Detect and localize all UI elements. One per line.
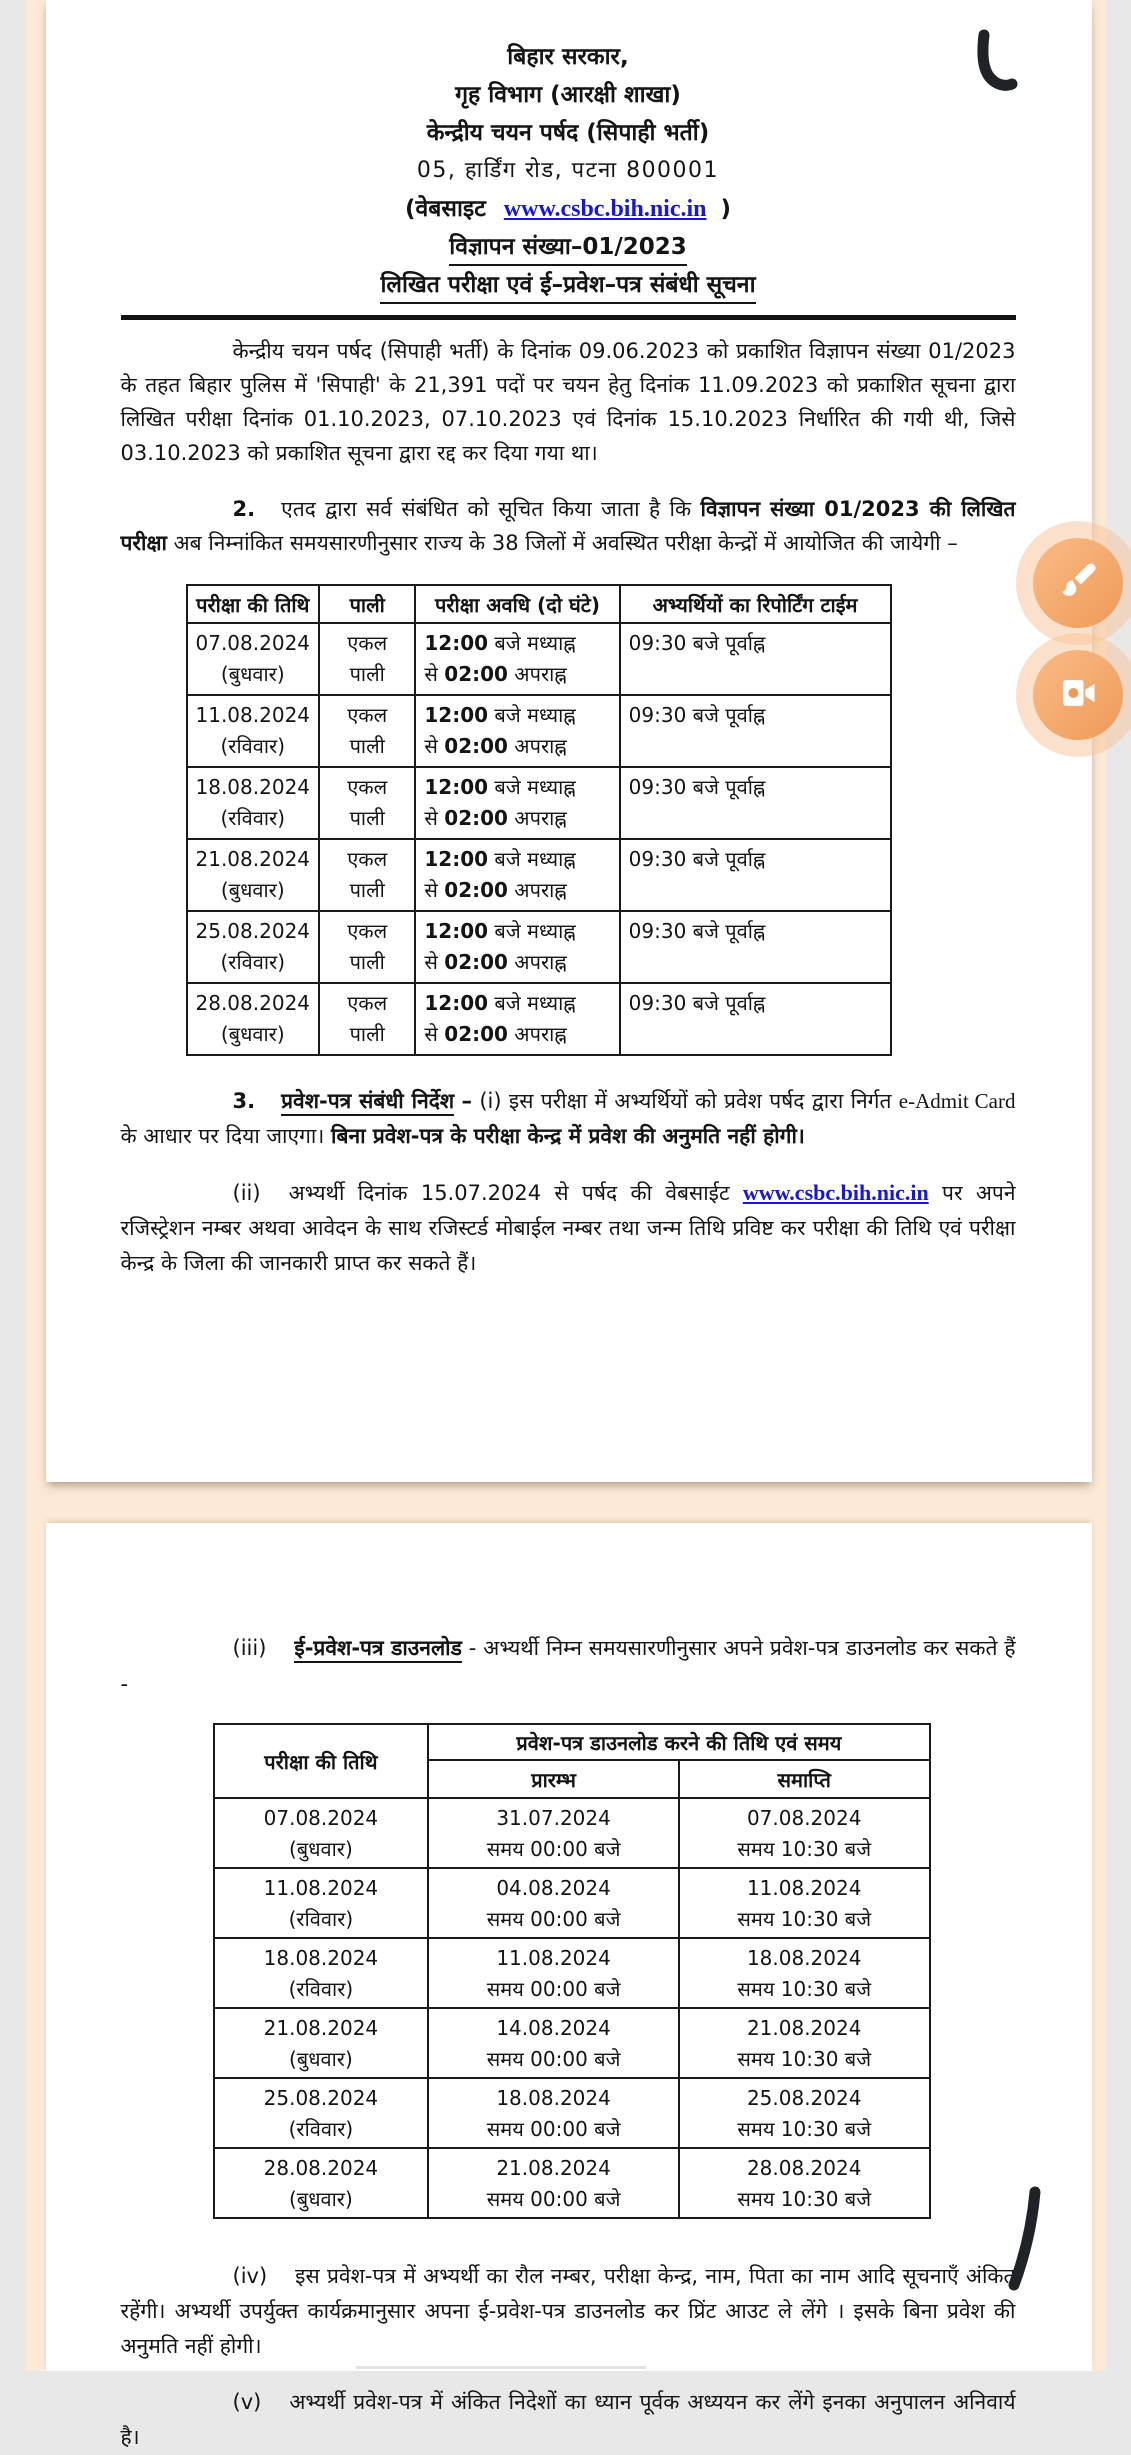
exam-date-cell: 21.08.2024 (बुधवार) <box>187 839 320 911</box>
download-end-cell: 18.08.2024 समय 10:30 बजे <box>679 1938 930 2008</box>
section-3-body-post: के आधार पर दिया जाएगा। <box>121 1124 325 1148</box>
section-ii-number: (ii) <box>233 1181 261 1205</box>
section-iv-number: (iv) <box>233 2264 268 2288</box>
exam-shift-cell: एकल पाली <box>319 911 415 983</box>
exam-table-row <box>187 767 891 839</box>
download-table-row <box>214 1868 930 1938</box>
download-table-row <box>214 2148 930 2218</box>
government-line: बिहार सरकार, <box>121 38 1016 76</box>
download-col-start-header: प्रारम्भ <box>428 1760 679 1798</box>
exam-duration-cell: 12:00 बजे मध्याह्न से 02:00 अपराह्न <box>415 623 619 695</box>
video-camera-icon <box>1056 671 1100 719</box>
exam-shift-cell: एकल पाली <box>319 983 415 1055</box>
download-table-row <box>214 2078 930 2148</box>
pen-stroke-top-right <box>964 18 1030 102</box>
document-viewer <box>26 0 1106 2371</box>
download-start-cell: 04.08.2024 समय 00:00 बजे <box>428 1868 679 1938</box>
record-video-button[interactable] <box>1033 650 1123 740</box>
exam-table-row <box>187 839 891 911</box>
paragraph-2-lead: एतद द्वारा सर्व संबंधित को सूचित किया जाता है कि <box>281 497 691 521</box>
download-end-cell: 11.08.2024 समय 10:30 बजे <box>679 1868 930 1938</box>
download-end-cell: 25.08.2024 समय 10:30 बजे <box>679 2078 930 2148</box>
header-divider-rule <box>121 315 1016 320</box>
website-line <box>121 190 1016 228</box>
section-iv-text: इस प्रवेश-पत्र में अभ्यर्थी का रौल नम्बर, परीक्षा केन्द्र, नाम, पिता का नाम आदि सूचनाएँ अंकित रहेंगी। अभ्यर्थी उपर्युक्त कार्यक्रमानुसार अपना ई-प्रवेश-पत्र डाउनलोड कर प्रिंट आउट ले लेंगे । इसके बिना प्रवेश की अनुमति नहीं होगी। <box>121 2264 1016 2358</box>
section-3 <box>121 1084 1016 1154</box>
exam-reporting-cell: 09:30 बजे पूर्वाह्न <box>620 983 891 1055</box>
exam-shift-cell: एकल पाली <box>319 839 415 911</box>
exam-reporting-cell: 09:30 बजे पूर्वाह्न <box>620 839 891 911</box>
download-col-date-header: परीक्षा की तिथि <box>214 1724 429 1798</box>
department-line: गृह विभाग (आरक्षी शाखा) <box>121 76 1016 114</box>
annotate-paint-button[interactable] <box>1033 538 1123 628</box>
exam-col-duration-header: परीक्षा अवधि (दो घंटे) <box>415 585 619 623</box>
exam-col-reporting-header: अभ्यर्थियों का रिपोर्टिंग टाईम <box>620 585 891 623</box>
exam-reporting-cell: 09:30 बजे पूर्वाह्न <box>620 695 891 767</box>
exam-duration-cell: 12:00 बजे मध्याह्न से 02:00 अपराह्न <box>415 839 619 911</box>
section-ii-post: पर अपने रजिस्ट्रेशन नम्बर अथवा आवेदन के साथ रजिस्टर्ड मोबाईल नम्बर तथा जन्म तिथि प्रविष्ट कर परीक्षा की तिथि एवं परीक्षा केन्द्र के जिला की जानकारी प्राप्त कर सकते हैं। <box>121 1181 1016 1275</box>
section-v-text: अभ्यर्थी प्रवेश-पत्र में अंकित निदेशों का ध्यान पूर्वक अध्ययन कर लेंगे इनका अनुपालन अनिवार्य है। <box>121 2390 1016 2449</box>
section-3-latin: e-Admit Card <box>899 1089 1016 1113</box>
download-end-cell: 21.08.2024 समय 10:30 बजे <box>679 2008 930 2078</box>
section-3-number: 3. <box>233 1089 256 1113</box>
document-header <box>121 0 1016 304</box>
download-start-cell: 18.08.2024 समय 00:00 बजे <box>428 2078 679 2148</box>
download-exam-date-cell: 18.08.2024 (रविवार) <box>214 1938 429 2008</box>
board-line: केन्द्रीय चयन पर्षद (सिपाही भर्ती) <box>121 114 1016 152</box>
download-start-cell: 11.08.2024 समय 00:00 बजे <box>428 1938 679 2008</box>
exam-col-shift-header: पाली <box>319 585 415 623</box>
download-end-cell: 28.08.2024 समय 10:30 बजे <box>679 2148 930 2218</box>
exam-table-row <box>187 911 891 983</box>
download-end-cell: 07.08.2024 समय 10:30 बजे <box>679 1798 930 1868</box>
exam-duration-cell: 12:00 बजे मध्याह्न से 02:00 अपराह्न <box>415 695 619 767</box>
website-label: (वेबसाइट <box>405 196 486 222</box>
paragraph-2-number: 2. <box>233 497 256 521</box>
exam-table-row <box>187 695 891 767</box>
fab-halo-paint <box>1016 521 1131 645</box>
download-exam-date-cell: 28.08.2024 (बुधवार) <box>214 2148 429 2218</box>
section-3-body: (i) इस परीक्षा में अभ्यर्थियों को प्रवेश पर्षद द्वारा निर्गत <box>479 1089 891 1113</box>
pen-stroke-bottom-right <box>1001 2180 1051 2298</box>
download-exam-date-cell: 21.08.2024 (बुधवार) <box>214 2008 429 2078</box>
paragraph-2 <box>121 492 1016 560</box>
section-3-title: प्रवेश-पत्र संबंधी निर्देश <box>281 1089 454 1116</box>
exam-date-cell: 25.08.2024 (रविवार) <box>187 911 320 983</box>
section-3-dash: – <box>462 1089 473 1113</box>
exam-schedule-table <box>186 584 892 1056</box>
section-iii-title: ई-प्रवेश-पत्र डाउनलोड <box>294 1636 461 1663</box>
exam-reporting-cell: 09:30 बजे पूर्वाह्न <box>620 623 891 695</box>
download-start-cell: 14.08.2024 समय 00:00 बजे <box>428 2008 679 2078</box>
exam-date-cell: 28.08.2024 (बुधवार) <box>187 983 320 1055</box>
exam-table-body <box>187 623 891 1055</box>
exam-date-cell: 18.08.2024 (रविवार) <box>187 767 320 839</box>
download-exam-date-cell: 11.08.2024 (रविवार) <box>214 1868 429 1938</box>
paragraph-2-tail: अब निम्नांकित समयसारणीनुसार राज्य के 38 जिलों में अवस्थित परीक्षा केन्द्रों में आयोजित की जायेगी – <box>174 531 958 555</box>
section-v <box>121 2385 1016 2455</box>
download-exam-date-cell: 25.08.2024 (रविवार) <box>214 2078 429 2148</box>
exam-shift-cell: एकल पाली <box>319 767 415 839</box>
download-table-row <box>214 1938 930 2008</box>
exam-table-row <box>187 983 891 1055</box>
exam-duration-cell: 12:00 बजे मध्याह्न से 02:00 अपराह्न <box>415 983 619 1055</box>
download-table-head <box>214 1724 930 1798</box>
fab-halo-video <box>1016 633 1131 757</box>
cutoff-next-line-fragment <box>356 2366 646 2369</box>
download-start-cell: 31.07.2024 समय 00:00 बजे <box>428 1798 679 1868</box>
notice-page-2 <box>46 1523 1092 2371</box>
exam-table-row <box>187 623 891 695</box>
section-ii-website-link[interactable]: www.csbc.bih.nic.in <box>743 1180 929 1205</box>
download-exam-date-cell: 07.08.2024 (बुधवार) <box>214 1798 429 1868</box>
exam-col-date-header: परीक्षा की तिथि <box>187 585 320 623</box>
download-group-header: प्रवेश-पत्र डाउनलोड करने की तिथि एवं समय <box>428 1724 929 1760</box>
download-start-cell: 21.08.2024 समय 00:00 बजे <box>428 2148 679 2218</box>
download-table-row <box>214 2008 930 2078</box>
section-3-bold-tail: बिना प्रवेश-पत्र के परीक्षा केन्द्र में प्रवेश की अनुमति नहीं होगी। <box>331 1124 805 1148</box>
exam-shift-cell: एकल पाली <box>319 695 415 767</box>
paintbrush-icon <box>1056 559 1100 607</box>
address-line: 05, हार्डिंग रोड, पटना 800001 <box>121 152 1016 190</box>
advert-number-line: विज्ञापन संख्या–01/2023 <box>121 228 1016 266</box>
notice-page-1 <box>46 0 1092 1482</box>
paragraph-2-bold: विज्ञापन संख्या 01/2023 की लिखित परीक्षा <box>121 497 1016 555</box>
section-iii-tail: अभ्यर्थी निम्न समयसारणीनुसार अपने प्रवेश-पत्र डाउनलोड कर सकते हैं - <box>121 1636 1016 1696</box>
section-ii-pre: अभ्यर्थी दिनांक 15.07.2024 से पर्षद की वेबसाईट <box>289 1181 730 1205</box>
exam-table-head <box>187 585 891 623</box>
website-close-paren: ) <box>721 196 732 222</box>
download-table-row <box>214 1798 930 1868</box>
exam-date-cell: 07.08.2024 (बुधवार) <box>187 623 320 695</box>
section-iii-dash: - <box>469 1636 477 1660</box>
exam-duration-cell: 12:00 बजे मध्याह्न से 02:00 अपराह्न <box>415 767 619 839</box>
exam-reporting-cell: 09:30 बजे पूर्वाह्न <box>620 911 891 983</box>
subject-line: लिखित परीक्षा एवं ई–प्रवेश–पत्र संबंधी सूचना <box>121 266 1016 304</box>
exam-shift-cell: एकल पाली <box>319 623 415 695</box>
download-col-end-header: समाप्ति <box>679 1760 930 1798</box>
website-link[interactable]: www.csbc.bih.nic.in <box>504 196 707 222</box>
section-iii-number: (iii) <box>233 1636 267 1660</box>
exam-reporting-cell: 09:30 बजे पूर्वाह्न <box>620 767 891 839</box>
section-ii <box>121 1175 1016 1281</box>
exam-date-cell: 11.08.2024 (रविवार) <box>187 695 320 767</box>
section-v-number: (v) <box>233 2390 262 2414</box>
section-iv <box>121 2259 1016 2364</box>
paragraph-1: केन्द्रीय चयन पर्षद (सिपाही भर्ती) के दिनांक 09.06.2023 को प्रकाशित विज्ञापन संख्या 01/2023 के तहत बिहार पुलिस में 'सिपाही' के 21,391 पदों पर चयन हेतु दिनांक 11.09.2023 को प्रकाशित सूचना द्वारा लिखित परीक्षा दिनांक 01.10.2023, 07.10.2023 एवं दिनांक 15.10.2023 निर्धारित की गयी थी, जिसे 03.10.2023 को प्रकाशित सूचना द्वारा रद्द कर दिया गया था। <box>121 334 1016 470</box>
exam-duration-cell: 12:00 बजे मध्याह्न से 02:00 अपराह्न <box>415 911 619 983</box>
download-table-body <box>214 1798 930 2218</box>
section-iii <box>121 1544 1016 1702</box>
admit-card-download-table <box>213 1723 931 2219</box>
